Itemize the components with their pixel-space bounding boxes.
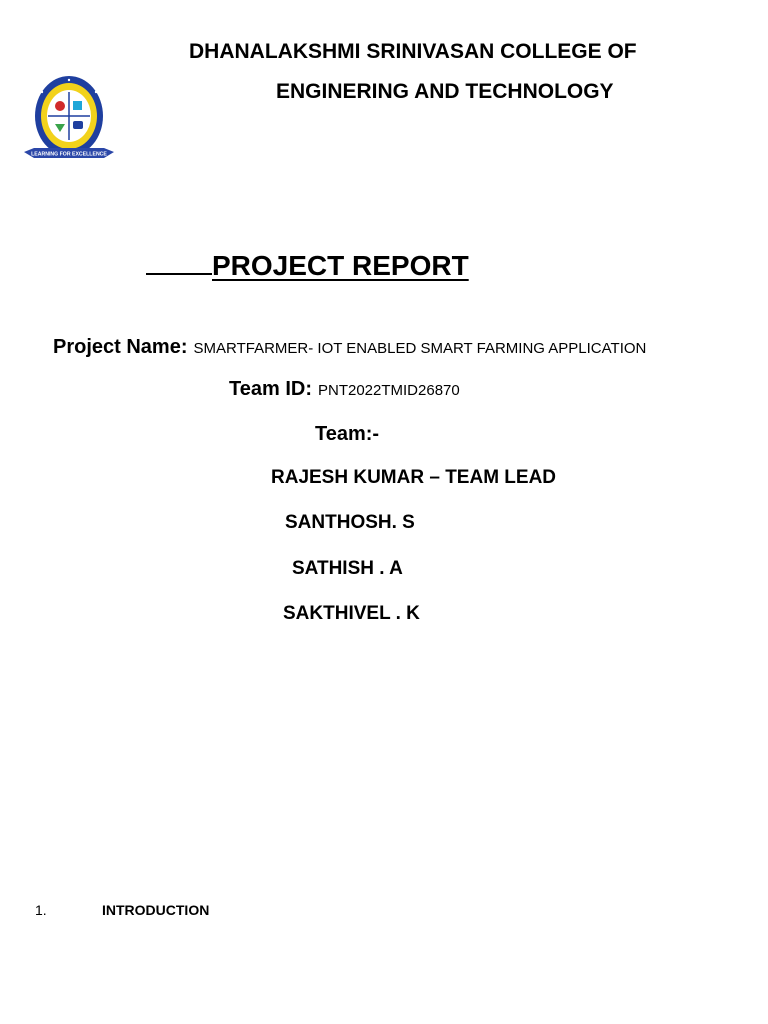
team-member: SAKTHIVEL . K	[283, 603, 420, 624]
team-member: SATHISH . A	[292, 558, 403, 579]
college-name-line1: DHANALAKSHMI SRINIVASAN COLLEGE OF	[189, 40, 637, 63]
college-emblem-icon	[22, 72, 116, 170]
team-id-label: Team ID:	[229, 378, 312, 400]
project-name-label: Project Name:	[53, 336, 188, 358]
section-number: 1.	[35, 902, 47, 918]
college-name-line2: ENGINERING AND TECHNOLOGY	[276, 80, 614, 103]
report-title	[146, 250, 469, 282]
team-id-value: PNT2022TMID26870	[317, 382, 460, 399]
section-title: INTRODUCTION	[102, 902, 210, 918]
team-member: RAJESH KUMAR – TEAM LEAD	[271, 467, 557, 488]
team-member: SANTHOSH. S	[285, 512, 415, 533]
team-label: Team:-	[315, 423, 380, 445]
team-id-row	[229, 378, 460, 401]
title-underline-lead	[146, 272, 212, 275]
report-title-text: PROJECT REPORT	[212, 250, 469, 281]
logo-motto: LEARNING FOR EXCELLENCE	[31, 151, 107, 158]
project-name-row	[53, 336, 646, 359]
project-name-value: SMARTFARMER- IOT ENABLED SMART FARMING APPLICATION	[193, 340, 647, 357]
